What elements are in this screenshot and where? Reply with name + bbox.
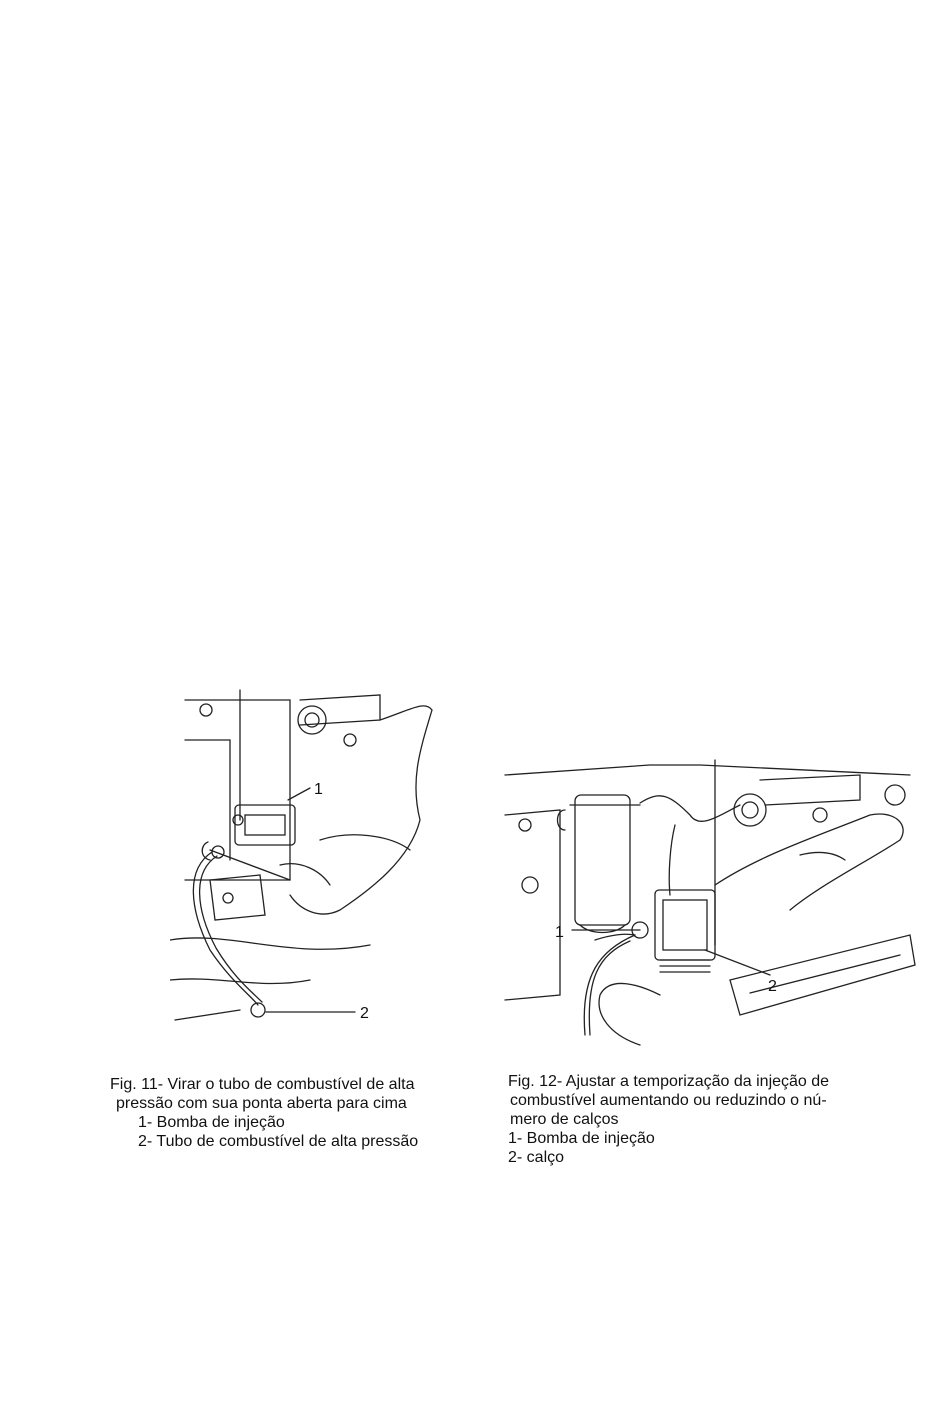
caption-item: 2- calço [508,1149,565,1166]
fuel-pipe-illustration [170,680,445,1050]
caption-item: 2- Tubo de combustível de alta pressão [138,1133,419,1150]
figure-11-illustration [170,680,445,1050]
caption-item: 1- Bomba de injeção [138,1114,285,1131]
callout-1: 1 [314,781,323,798]
caption-line: Fig. 12- Ajustar a temporização da injeção de [508,1073,830,1090]
callout-1: 1 [555,924,564,941]
caption-item: 1- Bomba de injeção [508,1130,655,1147]
figure-11-caption [110,1075,490,1151]
figure-12-caption [508,1072,918,1167]
caption-line: mero de calços [510,1111,619,1128]
caption-line: Fig. 11- Virar o tubo de combustível de alta [110,1076,415,1093]
callout-2: 2 [360,1005,369,1022]
injection-timing-illustration [500,735,920,1055]
callout-2: 2 [768,978,777,995]
figure-12-illustration [500,735,920,1055]
caption-line: pressão com sua ponta aberta para cima [116,1095,407,1112]
caption-line: combustível aumentando ou reduzindo o nú- [510,1092,827,1109]
